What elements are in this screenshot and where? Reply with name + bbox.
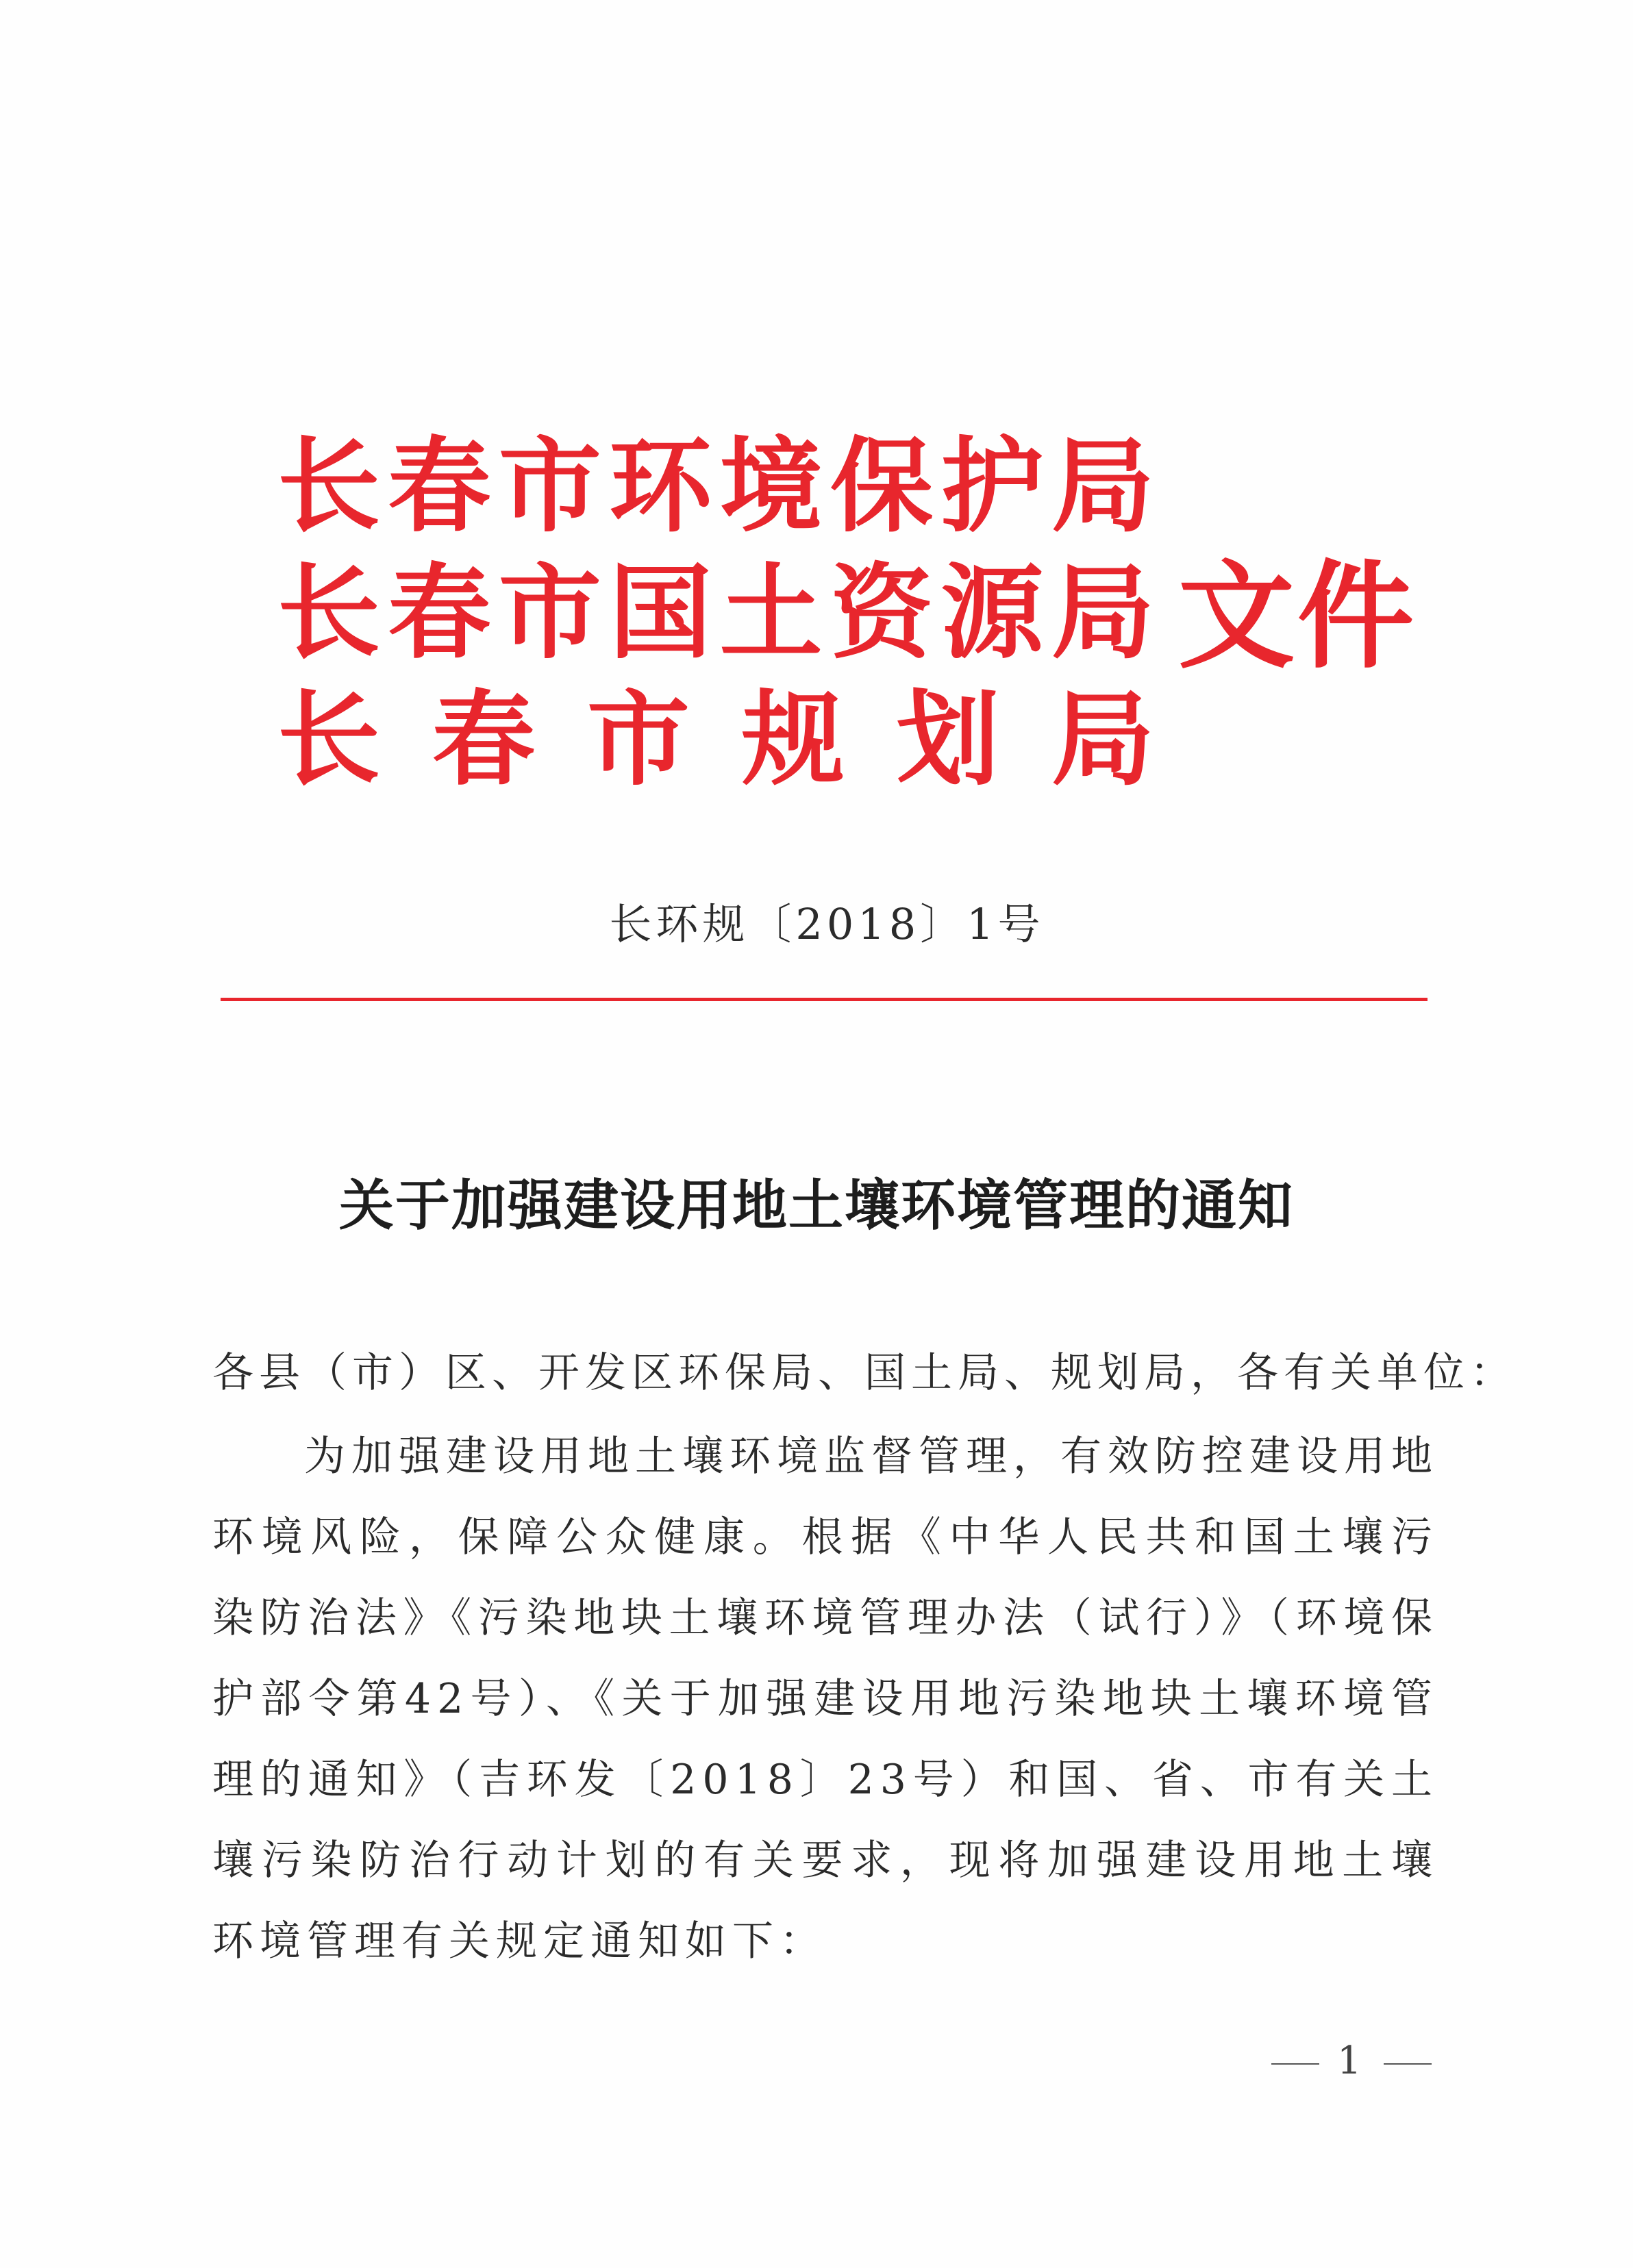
- issuer-char: 划: [896, 679, 999, 800]
- issuer-char: 市: [498, 553, 601, 673]
- page-number-footer: [1254, 2034, 1449, 2089]
- addressee-line: 各县（市）区、开发区环保局、国土局、规划局，各有关单位：: [212, 1349, 1517, 1397]
- issuer-char: 环: [609, 426, 712, 546]
- document-title: 关于加强建设用地土壤环境管理的通知: [339, 1173, 1294, 1237]
- issuer-char: 资: [830, 553, 934, 673]
- issuer-char: 春: [388, 553, 491, 673]
- issuer-char: 局: [1051, 553, 1154, 673]
- page-number: 1: [1337, 2039, 1366, 2083]
- issuer-char: 源: [940, 553, 1044, 673]
- document-type-suffix: 文件: [1178, 548, 1417, 685]
- issuer-char: 市: [586, 679, 690, 800]
- issuer-char: 境: [719, 426, 823, 546]
- body-paragraph: 为加强建设用地土壤环境监督管理，有效防控建设用地环境风险，保障公众健康。根据《中华人民共和国土壤污染防治法》《污染地块土壤环境管理办法（试行）》（环境保护部令第42号）、《关于加强建设用地污染地块土壤环境管理的通知》（吉环发〔2018〕23号）和国、省、市有关土壤污染防治行动计划的有关要求，现将加强建设用地土壤环境管理有关规定通知如下：: [212, 1433, 1438, 1965]
- issuer-char: 局: [1051, 679, 1154, 800]
- red-divider-line: [221, 998, 1428, 1001]
- issuer-char: 长: [277, 426, 380, 546]
- issuer-char: 局: [1051, 426, 1154, 546]
- issuer-char: 市: [498, 426, 601, 546]
- issuer-char: 长: [277, 679, 380, 800]
- issuer-char: 春: [388, 426, 491, 546]
- issuer-char: 护: [940, 426, 1044, 546]
- document-number: 长环规〔2018〕1号: [609, 899, 1045, 949]
- issuer-environmental-protection-bureau: [274, 425, 1158, 548]
- issuer-land-resources-bureau: [274, 551, 1158, 675]
- issuer-char: 土: [719, 553, 823, 673]
- issuer-planning-bureau: [274, 678, 1158, 801]
- page-number-dash-right: [1384, 2063, 1432, 2065]
- issuer-char: 保: [830, 426, 934, 546]
- issuer-char: 春: [432, 679, 535, 800]
- page-number-dash-left: [1271, 2063, 1319, 2065]
- issuer-char: 国: [609, 553, 712, 673]
- issuer-char: 长: [277, 553, 380, 673]
- issuer-char: 规: [741, 679, 845, 800]
